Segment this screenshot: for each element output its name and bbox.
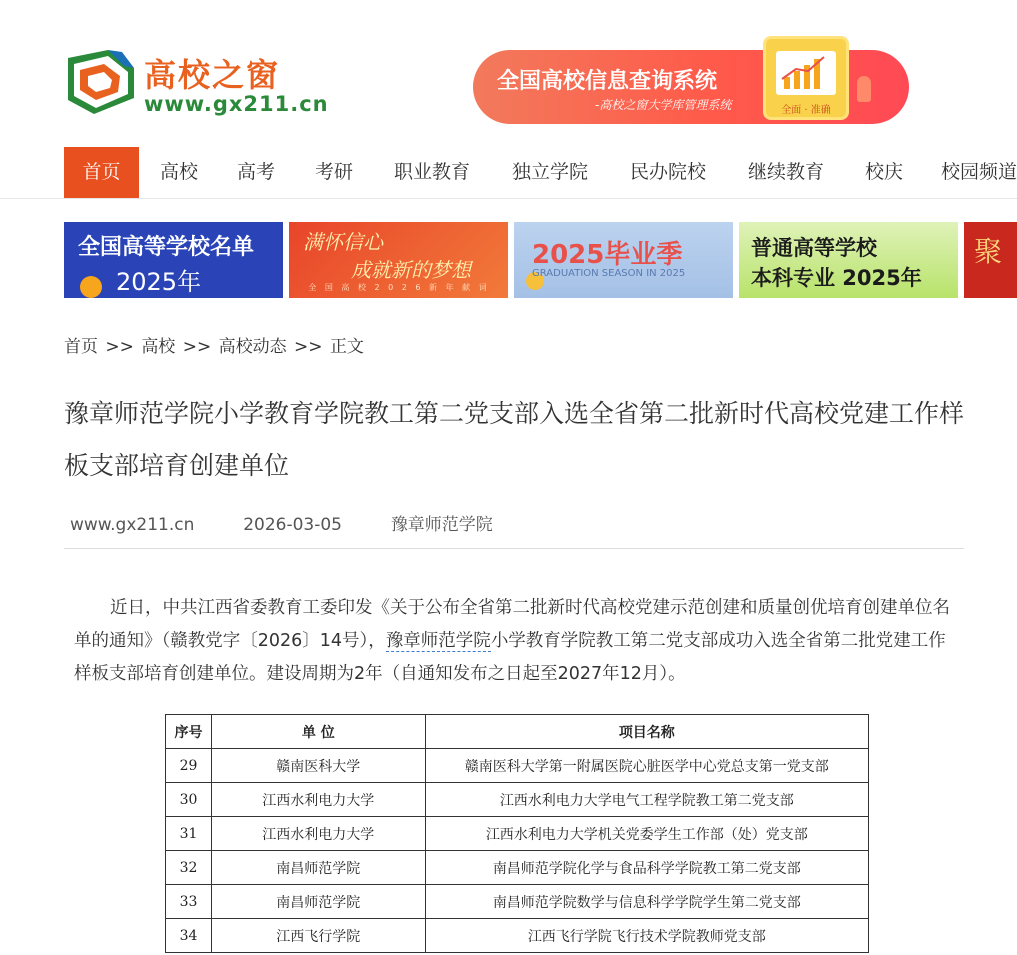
breadcrumb — [64, 332, 366, 357]
ad2-line2: 成就新的梦想 — [351, 258, 471, 282]
ad-new-year[interactable] — [289, 222, 508, 298]
ad-banner-row — [64, 222, 1017, 298]
nav-item-colleges[interactable]: 高校 — [159, 161, 198, 183]
breadcrumb-current: 正文 — [329, 337, 364, 357]
ad4-line1: 普通高等学校 — [751, 236, 877, 260]
cell-project: 江西飞行学院飞行技术学院教师党支部 — [425, 919, 868, 953]
table-row — [166, 783, 869, 817]
sun-icon — [80, 276, 102, 298]
nav-item-campus[interactable]: 校园频道 — [941, 161, 1017, 183]
cell-index: 32 — [166, 851, 212, 885]
body-text-2: 小学教育学院教工第二党支部成功入选全省第二批党建工作样板支部培育创建单位。建设周期为2年（自通知发布之日起至2027年12月）。 — [74, 631, 946, 684]
unit-table — [165, 714, 869, 953]
nav-item-independent[interactable]: 独立学院 — [511, 161, 588, 183]
ad4-line2: 本科专业 2025年 — [751, 266, 922, 290]
breadcrumb-colleges[interactable]: 高校 — [141, 337, 176, 357]
ad-majors[interactable] — [739, 222, 958, 298]
breadcrumb-separator: >> — [182, 337, 212, 357]
table-row — [166, 919, 869, 953]
body-text-1: 近日，中共江西省委教育工委印发《关于公布全省第二批新时代高校党建示范创建和质量创优培育创建单位名单的通知》（赣教党字〔2026〕14号）， — [74, 598, 950, 651]
table-row — [166, 885, 869, 919]
ad1-line1: 全国高等学校名单 — [78, 235, 255, 260]
meta-divider — [64, 548, 964, 549]
ad-college-list[interactable] — [64, 222, 283, 298]
nav-item-anniversary[interactable]: 校庆 — [864, 161, 903, 183]
article-body — [74, 592, 962, 691]
site-logo[interactable] — [64, 46, 334, 122]
header-project: 项目名称 — [425, 715, 868, 749]
banner-subtitle: -高校之窗大学库管理系统 — [595, 98, 732, 112]
logo-title: 高校之窗 — [144, 56, 281, 94]
banner-tag: 全面 · 准确 — [781, 105, 831, 116]
cell-index: 29 — [166, 749, 212, 783]
article-meta — [70, 510, 493, 535]
table-row — [166, 851, 869, 885]
cell-unit: 南昌师范学院 — [211, 851, 425, 885]
nav-item-postgrad[interactable]: 考研 — [314, 161, 353, 183]
breadcrumb-home[interactable]: 首页 — [64, 337, 98, 357]
cell-project: 南昌师范学院化学与食品科学学院教工第二党支部 — [425, 851, 868, 885]
banner-title: 全国高校信息查询系统 — [497, 69, 718, 94]
nav-item-continuing[interactable]: 继续教育 — [747, 161, 824, 183]
cell-project: 江西水利电力大学机关党委学生工作部（处）党支部 — [425, 817, 868, 851]
cell-project: 南昌师范学院数学与信息科学学院学生第二党支部 — [425, 885, 868, 919]
logo-url: www.gx211.cn — [144, 92, 329, 116]
table-row — [166, 817, 869, 851]
table-header-row — [166, 715, 869, 749]
breadcrumb-news[interactable]: 高校动态 — [218, 337, 287, 357]
growth-chart-icon — [776, 51, 836, 95]
cell-index: 31 — [166, 817, 212, 851]
nav-item-vocational[interactable]: 职业教育 — [393, 161, 470, 183]
site-header — [0, 0, 1017, 145]
nav-item-home[interactable]: 首页 — [64, 147, 139, 198]
breadcrumb-separator: >> — [105, 337, 134, 357]
cell-index: 34 — [166, 919, 212, 953]
ad3-line2: GRADUATION SEASON IN 2025 — [532, 268, 686, 279]
cell-index: 30 — [166, 783, 212, 817]
college-link[interactable]: 豫章师范学院 — [385, 631, 491, 651]
ad2-line1: 满怀信心 — [303, 230, 383, 254]
unit-list-image — [165, 714, 869, 955]
plant-icon — [857, 76, 871, 102]
query-system-banner[interactable] — [473, 36, 909, 124]
nav-item-private[interactable]: 民办院校 — [629, 161, 706, 183]
article-date: 2026-03-05 — [243, 515, 342, 535]
ad-graduation[interactable] — [514, 222, 733, 298]
ad-partial[interactable] — [964, 222, 1017, 298]
ad2-line3: 全 国 高 校 2 0 2 6 新 年 献 词 — [308, 283, 490, 292]
cell-unit: 赣南医科大学 — [211, 749, 425, 783]
article-source: www.gx211.cn — [70, 515, 195, 535]
ad3-line1: 2025毕业季 — [532, 240, 683, 270]
article-title: 豫章师范学院小学教育学院教工第二党支部入选全省第二批新时代高校党建工作样板支部培育创建单位 — [64, 399, 965, 480]
article-author: 豫章师范学院 — [390, 515, 493, 535]
breadcrumb-separator: >> — [294, 337, 323, 357]
header-unit: 单 位 — [211, 715, 425, 749]
cell-unit: 江西水利电力大学 — [211, 817, 425, 851]
main-nav — [0, 147, 1017, 199]
chart-board-icon — [763, 36, 849, 120]
ad5-line1: 聚 — [974, 235, 1003, 268]
cell-unit: 江西飞行学院 — [211, 919, 425, 953]
cell-project: 赣南医科大学第一附属医院心脏医学中心党总支第一党支部 — [425, 749, 868, 783]
header-index: 序号 — [166, 715, 212, 749]
cell-unit: 南昌师范学院 — [211, 885, 425, 919]
ad1-line2: 2025年 — [116, 268, 202, 296]
cell-project: 江西水利电力大学电气工程学院教工第二党支部 — [425, 783, 868, 817]
table-row — [166, 749, 869, 783]
logo-mark-icon — [64, 48, 138, 118]
nav-item-gaokao[interactable]: 高考 — [236, 161, 275, 183]
cell-unit: 江西水利电力大学 — [211, 783, 425, 817]
cell-index: 33 — [166, 885, 212, 919]
